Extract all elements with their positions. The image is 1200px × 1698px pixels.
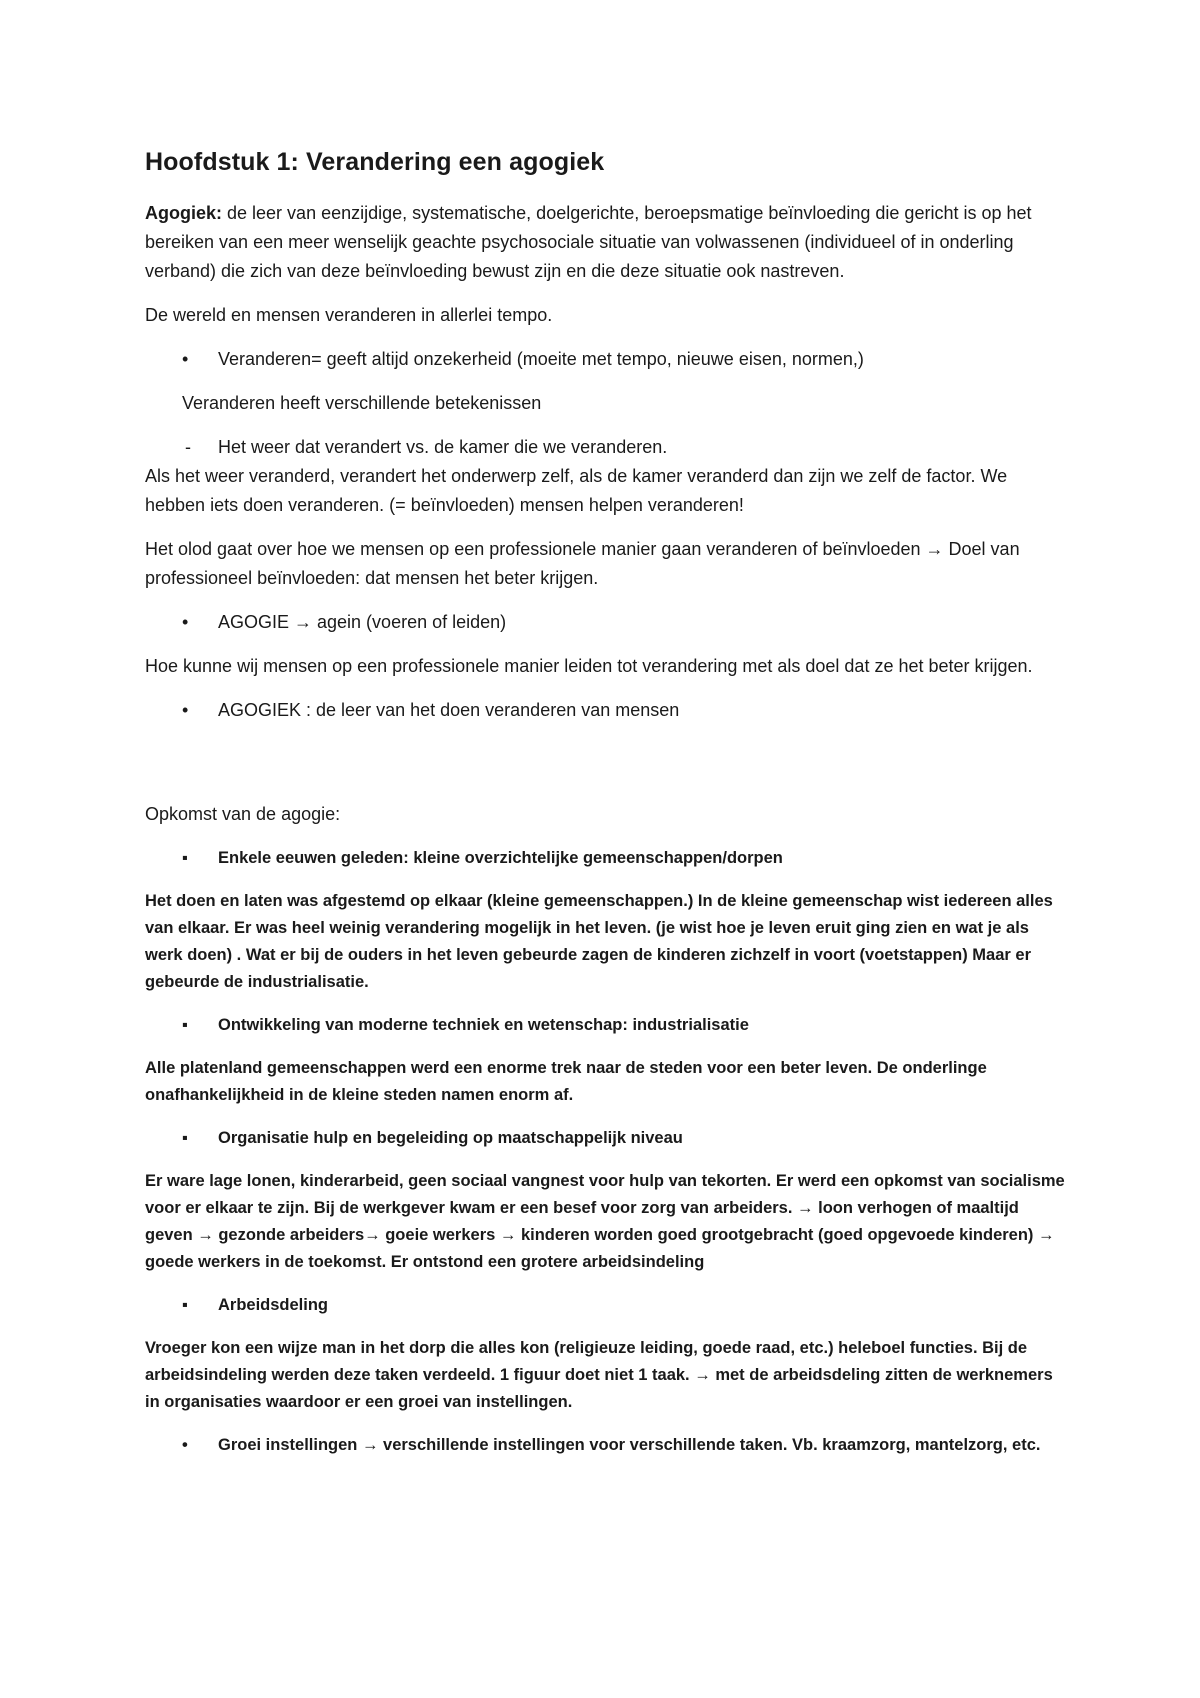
bullet-marker: ▪ [182, 1016, 188, 1034]
list-item-text: Veranderen= geeft altijd onzekerheid (moeite met tempo, nieuwe eisen, normen,) [218, 349, 864, 369]
paragraph-platenland: Alle platenland gemeenschappen werd een enorme trek naar de steden voor een beter leven. De onderlinge onafhankelijkheid in de kleine steden namen enorm af. [145, 1059, 987, 1104]
list-item [145, 844, 1065, 873]
list-item-text: AGOGIE → agein (voeren of leiden) [218, 612, 507, 632]
list-item [145, 608, 1065, 637]
list-item [145, 696, 1065, 725]
list-item [145, 1011, 1065, 1040]
bullet-marker: • [182, 612, 189, 632]
definition-text: de leer van eenzijdige, systematische, doelgerichte, beroepsmatige beïnvloeding die gericht is op het bereiken van een meer wenselijk geachte psychosociale situatie van volwassenen (individueel of in onderling verband) die zich van deze beïnvloeding bewust zijn en die deze situatie ook nastreven. [145, 203, 1032, 281]
paragraph-opkomst: Opkomst van de agogie: [145, 804, 341, 824]
document-page [145, 148, 1065, 1475]
bullet-marker: • [182, 700, 189, 720]
list-item-text: Groei instellingen → verschillende instellingen voor verschillende taken. Vb. kraamzorg, mantelzorg, etc. [218, 1436, 1041, 1454]
paragraph-wereld: De wereld en mensen veranderen in allerlei tempo. [145, 305, 553, 325]
list-item [145, 1291, 1065, 1320]
paragraph-doen: Het doen en laten was afgestemd op elkaar (kleine gemeenschappen.) In de kleine gemeenschap wist iedereen alles van elkaar. Er was heel weinig verandering mogelijk in het leven. (je wist hoe je leven eruit ging zien en wat je als werk doen) . Wat er bij de ouders in het leven gebeurde zagen de kinderen zichzelf in voort (voetstappen) Maar er gebeurde de industrialisatie. [145, 892, 1053, 991]
list-item-text: Arbeidsdeling [218, 1296, 329, 1314]
paragraph-lonen: Er ware lage lonen, kinderarbeid, geen sociaal vangnest voor hulp van tekorten. Er werd een opkomst van socialisme voor er elkaar te zijn. Bij de werkgever kwam er een besef voor zorg van arbeiders. → loon verhogen of maaltijd geven → gezonde arbeiders→ goeie werkers → kinderen worden goed grootgebracht (goed opgevoede kinderen) → goede werkers in de toekomst. Er ontstond een grotere arbeidsindeling [145, 1172, 1065, 1271]
spacer [145, 740, 1065, 800]
bullet-marker: ▪ [182, 849, 188, 867]
paragraph-olod: Het olod gaat over hoe we mensen op een professionele manier gaan veranderen of beïnvloeden → Doel van professioneel beïnvloeden: dat mensen het beter krijgen. [145, 539, 1020, 588]
dash-marker: - [185, 437, 191, 457]
list-item-text: Organisatie hulp en begeleiding op maatschappelijk niveau [218, 1129, 683, 1147]
paragraph-hoe: Hoe kunne wij mensen op een professionele manier leiden tot verandering met als doel dat ze het beter krijgen. [145, 656, 1033, 676]
list-item-text: AGOGIEK : de leer van het doen veranderen van mensen [218, 700, 680, 720]
paragraph-weer: Als het weer veranderd, verandert het onderwerp zelf, als de kamer veranderd dan zijn we zelf de factor. We hebben iets doen veranderen. (= beïnvloeden) mensen helpen veranderen! [145, 466, 1008, 515]
list-item [145, 1431, 1065, 1460]
bullet-marker: ▪ [182, 1129, 188, 1147]
list-item-text: Enkele eeuwen geleden: kleine overzichtelijke gemeenschappen/dorpen [218, 849, 783, 867]
list-item [145, 345, 1065, 374]
definition-paragraph [145, 199, 1065, 286]
list-item [145, 433, 1065, 462]
page-title: Hoofdstuk 1: Verandering een agogiek [145, 148, 605, 176]
list-item-text: Het weer dat verandert vs. de kamer die we veranderen. [218, 437, 668, 457]
bullet-marker: ▪ [182, 1296, 188, 1314]
list-item-text: Ontwikkeling van moderne techniek en wetenschap: industrialisatie [218, 1016, 749, 1034]
definition-term: Agogiek: [145, 203, 223, 223]
bullet-marker: • [182, 349, 189, 369]
paragraph-betekenissen: Veranderen heeft verschillende betekenissen [182, 393, 542, 413]
list-item [145, 1124, 1065, 1153]
bullet-marker: • [182, 1436, 188, 1454]
paragraph-vroeger: Vroeger kon een wijze man in het dorp die alles kon (religieuze leiding, goede raad, etc.) heleboel functies. Bij de arbeidsindeling werden deze taken verdeeld. 1 figuur doet niet 1 taak. → met de arbeidsdeling zitten de werknemers in organisaties waardoor er een groei van instellingen. [145, 1339, 1053, 1411]
